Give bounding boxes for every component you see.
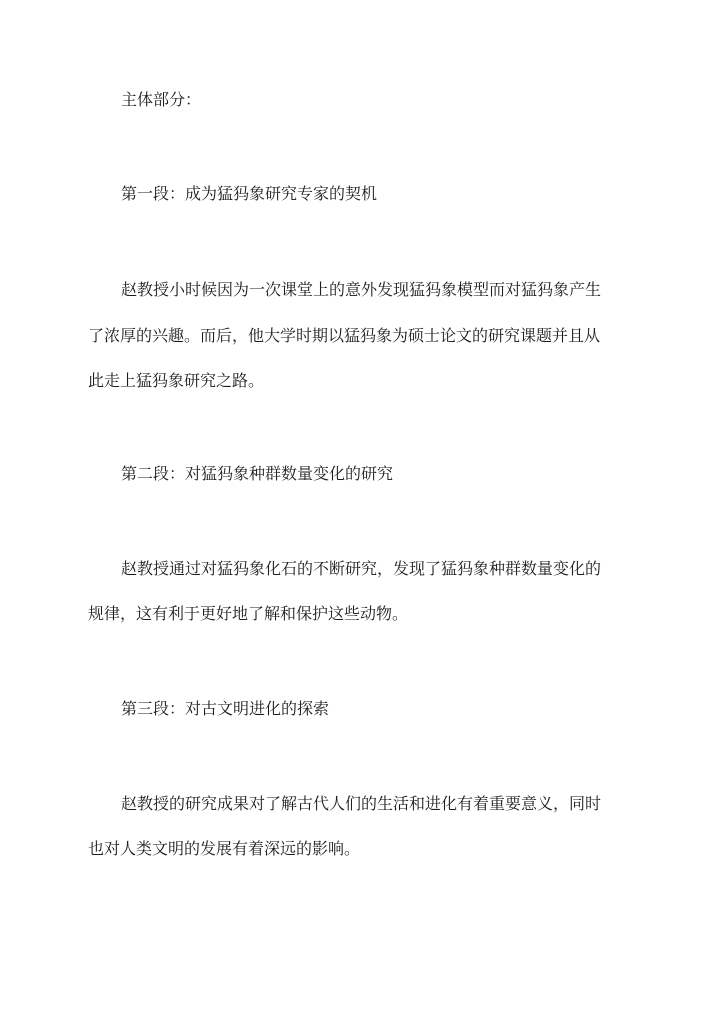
paragraph-1-line-2: 了浓厚的兴趣。而后，他大学时期以猛犸象为硕士论文的研究课题并且从	[88, 326, 601, 345]
paragraph-2-line-1: 赵教授通过对猛犸象化石的不断研究，发现了猛犸象种群数量变化的	[121, 559, 602, 578]
paragraph-1-heading: 第一段：成为猛犸象研究专家的契机	[121, 184, 378, 203]
paragraph-2-heading: 第二段：对猛犸象种群数量变化的研究	[121, 464, 394, 483]
paragraph-1-line-1: 赵教授小时候因为一次课堂上的意外发现猛犸象模型而对猛犸象产生	[121, 280, 602, 299]
paragraph-3-line-2: 也对人类文明的发展有着深远的影响。	[88, 839, 361, 858]
section-heading: 主体部分：	[121, 90, 202, 109]
paragraph-1-line-3: 此走上猛犸象研究之路。	[88, 371, 265, 390]
paragraph-3-heading: 第三段：对古文明进化的探索	[121, 699, 330, 718]
paragraph-3-line-1: 赵教授的研究成果对了解古代人们的生活和进化有着重要意义，同时	[121, 794, 602, 813]
paragraph-2-line-2: 规律，这有利于更好地了解和保护这些动物。	[88, 604, 409, 623]
